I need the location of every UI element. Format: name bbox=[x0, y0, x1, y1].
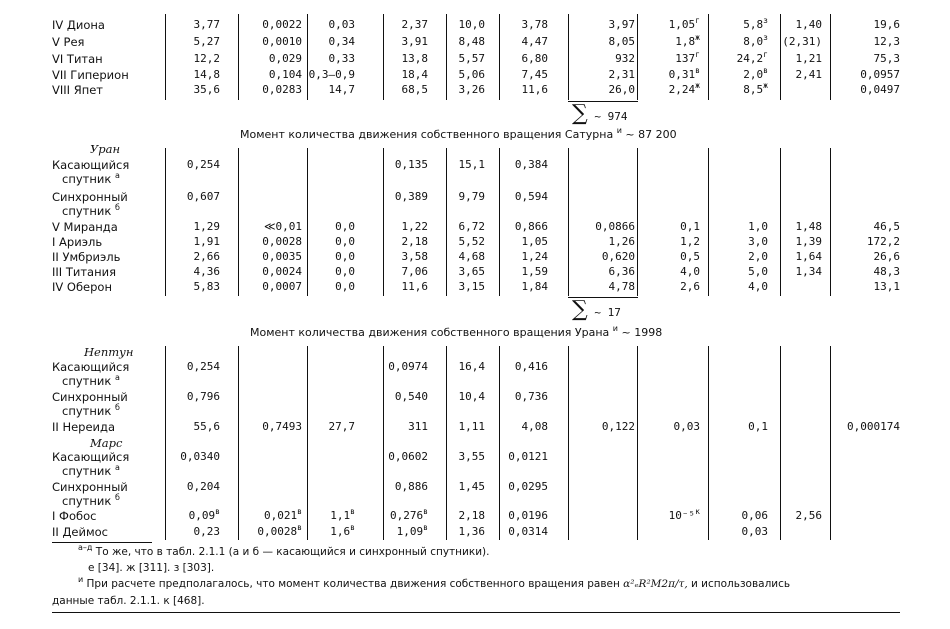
mars-row-2-cell: $1,1^в$ bbox=[330, 507, 355, 522]
neptune-row-2-cell: 55,6 bbox=[193, 420, 220, 433]
neptune-row-1-cell: 10,4 bbox=[458, 390, 485, 403]
superscript: в bbox=[350, 523, 355, 532]
neptune-row-2-cell: 27,7 bbox=[328, 420, 355, 433]
saturn-row-4-cell: $2,24^ж$ bbox=[668, 81, 700, 96]
mars-row-0-cell: 3,55 bbox=[458, 450, 485, 463]
saturn-row-3-cell: $0,31^в$ bbox=[668, 66, 700, 81]
uranus-row-2-cell: 1,29 bbox=[193, 220, 220, 233]
saturn-row-0-cell: 2,37 bbox=[401, 18, 428, 31]
superscript: в bbox=[763, 66, 768, 75]
uranus-row-4-cell: 4,68 bbox=[458, 250, 485, 263]
uranus-row-2-name: V Миранда bbox=[52, 220, 118, 234]
uranus-row-0-name: Касающийся bbox=[52, 158, 130, 172]
saturn-moment: Момент количества движения собственного вращения Сатурна $^и$ ~ 87 200 bbox=[240, 126, 677, 141]
superscript: г bbox=[695, 16, 700, 25]
mars-row-0-name: Касающийся bbox=[52, 450, 130, 464]
saturn-row-1-cell: 3,91 bbox=[401, 35, 428, 48]
column-rule bbox=[637, 14, 638, 100]
mars-row-0-cell: 0,0602 bbox=[388, 450, 428, 463]
uranus-row-6-cell: 3,15 bbox=[458, 280, 485, 293]
uranus-row-2-cell: 0,1 bbox=[680, 220, 700, 233]
mars-row-3-cell: 0,0314 bbox=[508, 525, 548, 538]
saturn-row-0-cell: $1,05^г$ bbox=[668, 16, 700, 31]
mars-row-2-cell: 0,0196 bbox=[508, 509, 548, 522]
mars-row-3-cell: $0,0028^в$ bbox=[257, 523, 302, 538]
column-rule bbox=[446, 148, 447, 296]
saturn-row-0-cell: 0,03 bbox=[328, 18, 355, 31]
saturn-row-1-cell: $8,0^з$ bbox=[743, 33, 768, 48]
saturn-row-2-cell: 13,8 bbox=[401, 52, 428, 65]
superscript: ж bbox=[763, 81, 768, 90]
uranus-row-1-name-line2: спутник $^б$ bbox=[62, 203, 120, 218]
neptune-row-2-cell: 0,1 bbox=[748, 420, 768, 433]
neptune-row-1-cell: 0,736 bbox=[514, 390, 548, 403]
column-rule bbox=[307, 148, 308, 296]
uranus-row-5-cell: 48,3 bbox=[873, 265, 900, 278]
mars-row-2-cell: 10⁻⁵$^к$ bbox=[668, 507, 700, 522]
neptune-row-0-cell: 16,4 bbox=[458, 360, 485, 373]
uranus-row-2-cell: 46,5 bbox=[873, 220, 900, 233]
mars-row-2-cell: 2,56 bbox=[795, 509, 822, 522]
saturn-row-3-cell: 0,0957 bbox=[860, 68, 900, 81]
saturn-row-4-cell: 0,0497 bbox=[860, 83, 900, 96]
neptune-row-2-name: II Нереида bbox=[52, 420, 116, 434]
saturn-row-0-cell: 3,77 bbox=[193, 18, 220, 31]
saturn-row-4-cell: 11,6 bbox=[521, 83, 548, 96]
column-rule bbox=[499, 148, 500, 296]
uranus-row-1-cell: 9,79 bbox=[458, 190, 485, 203]
mars-row-0-name-line2: спутник $^а$ bbox=[62, 463, 120, 478]
uranus-row-6-cell: 11,6 bbox=[401, 280, 428, 293]
column-rule bbox=[780, 14, 781, 100]
uranus-row-4-cell: 0,620 bbox=[601, 250, 635, 263]
column-rule bbox=[830, 346, 831, 540]
neptune-row-1-name: Синхронный bbox=[52, 390, 128, 404]
mars-row-3-cell: $1,6^в$ bbox=[330, 523, 355, 538]
saturn-row-1-cell: $1,8^ж$ bbox=[675, 33, 700, 48]
saturn-row-2-cell: 12,2 bbox=[193, 52, 220, 65]
saturn-row-3-name: VII Гиперион bbox=[52, 68, 129, 82]
uranus-row-5-cell: 0,0 bbox=[335, 265, 355, 278]
mars-row-3-name: II Деймос bbox=[52, 525, 109, 539]
uranus-row-0-cell: 0,384 bbox=[514, 158, 548, 171]
uranus-row-4-cell: 0,0035 bbox=[262, 250, 302, 263]
neptune-header: Нептун bbox=[84, 345, 134, 359]
footnote-3: $^и$ При расчете предполагалось, что момент количества движения собственного вращения равен α²ₑR²M2π/τ, и использовались bbox=[78, 575, 791, 590]
neptune-row-0-cell: 0,416 bbox=[514, 360, 548, 373]
uranus-row-6-cell: 4,78 bbox=[608, 280, 635, 293]
mars-row-1-cell: 0,0295 bbox=[508, 480, 548, 493]
uranus-row-4-cell: 0,5 bbox=[680, 250, 700, 263]
saturn-row-4-cell: 26,0 bbox=[608, 83, 635, 96]
saturn-sum bbox=[572, 103, 627, 125]
uranus-row-5-cell: 1,59 bbox=[521, 265, 548, 278]
mars-header: Марс bbox=[90, 436, 123, 450]
column-rule bbox=[568, 14, 569, 100]
superscript: б bbox=[114, 493, 120, 502]
superscript: а–д bbox=[78, 543, 93, 552]
neptune-row-2-cell: 0,7493 bbox=[262, 420, 302, 433]
uranus-row-6-name: IV Оберон bbox=[52, 280, 112, 294]
saturn-row-4-cell: 35,6 bbox=[193, 83, 220, 96]
superscript: з bbox=[763, 16, 768, 25]
mars-row-3-cell: 0,03 bbox=[741, 525, 768, 538]
superscript: и bbox=[612, 324, 618, 333]
uranus-row-6-cell: 0,0007 bbox=[262, 280, 302, 293]
uranus-row-3-cell: 1,05 bbox=[521, 235, 548, 248]
uranus-row-6-cell: 2,6 bbox=[680, 280, 700, 293]
saturn-row-4-cell: 0,0283 bbox=[262, 83, 302, 96]
superscript: а bbox=[114, 373, 120, 382]
uranus-row-2-cell: 1,22 bbox=[401, 220, 428, 233]
saturn-row-0-cell: 10,0 bbox=[458, 18, 485, 31]
uranus-row-5-cell: 0,0024 bbox=[262, 265, 302, 278]
column-rule bbox=[446, 346, 447, 540]
saturn-row-1-cell: 4,47 bbox=[521, 35, 548, 48]
footnote-4: данные табл. 2.1.1. к [468]. bbox=[52, 595, 205, 607]
uranus-row-3-cell: 1,26 bbox=[608, 235, 635, 248]
saturn-row-4-cell: $8,5^ж$ bbox=[743, 81, 768, 96]
column-rule bbox=[708, 14, 709, 100]
column-rule bbox=[499, 14, 500, 100]
uranus-row-2-cell: 6,72 bbox=[458, 220, 485, 233]
mars-row-2-name: I Фобос bbox=[52, 509, 97, 523]
superscript: и bbox=[616, 126, 622, 135]
uranus-row-1-cell: 0,594 bbox=[514, 190, 548, 203]
superscript: в bbox=[350, 507, 355, 516]
uranus-row-5-cell: 7,06 bbox=[401, 265, 428, 278]
uranus-row-1-cell: 0,607 bbox=[186, 190, 220, 203]
superscript: б bbox=[114, 203, 120, 212]
saturn-row-3-cell: $2,0^в$ bbox=[743, 66, 768, 81]
uranus-row-0-cell: 15,1 bbox=[458, 158, 485, 171]
saturn-row-1-cell: 5,27 bbox=[193, 35, 220, 48]
superscript: а bbox=[114, 171, 120, 180]
column-rule bbox=[165, 346, 166, 540]
superscript: з bbox=[763, 33, 768, 42]
mars-row-2-cell: $0,021^в$ bbox=[264, 507, 302, 522]
footnote-1: $^{а-д}$ То же, что в табл. 2.1.1 (а и б — касающийся и синхронный спутники). bbox=[78, 543, 490, 558]
uranus-row-1-name: Синхронный bbox=[52, 190, 128, 204]
uranus-row-6-cell: 13,1 bbox=[873, 280, 900, 293]
mars-row-0-cell: 0,0340 bbox=[180, 450, 220, 463]
column-rule bbox=[780, 346, 781, 540]
mars-row-0-cell: 0,0121 bbox=[508, 450, 548, 463]
uranus-row-3-cell: 3,0 bbox=[748, 235, 768, 248]
uranus-row-0-cell: 0,135 bbox=[394, 158, 428, 171]
saturn-row-3-cell: 18,4 bbox=[401, 68, 428, 81]
column-rule bbox=[238, 148, 239, 296]
saturn-row-0-name: IV Диона bbox=[52, 18, 105, 32]
superscript: ж bbox=[695, 33, 700, 42]
saturn-row-1-name: V Рея bbox=[52, 35, 85, 49]
neptune-row-0-name: Касающийся bbox=[52, 360, 130, 374]
saturn-row-3-cell: 2,31 bbox=[608, 68, 635, 81]
superscript: в bbox=[423, 507, 428, 516]
saturn-sum-value: ~ 974 bbox=[587, 110, 628, 123]
neptune-row-1-cell: 0,540 bbox=[394, 390, 428, 403]
neptune-row-2-cell: 0,000174 bbox=[847, 420, 900, 433]
saturn-row-4-cell: 68,5 bbox=[401, 83, 428, 96]
neptune-row-2-cell: 0,122 bbox=[601, 420, 635, 433]
mars-row-1-name-line2: спутник $^б$ bbox=[62, 493, 120, 508]
saturn-row-2-cell: 1,21 bbox=[795, 52, 822, 65]
saturn-row-3-cell: 2,41 bbox=[795, 68, 822, 81]
uranus-row-4-cell: 2,66 bbox=[193, 250, 220, 263]
neptune-row-2-cell: 4,08 bbox=[521, 420, 548, 433]
saturn-row-2-cell: 75,3 bbox=[873, 52, 900, 65]
uranus-row-5-cell: 3,65 bbox=[458, 265, 485, 278]
sigma-icon: ∑ bbox=[572, 297, 588, 322]
uranus-row-0-name-line2: спутник $^а$ bbox=[62, 171, 120, 186]
mars-row-2-cell: 0,06 bbox=[741, 509, 768, 522]
column-rule bbox=[830, 14, 831, 100]
uranus-row-4-cell: 1,64 bbox=[795, 250, 822, 263]
column-rule bbox=[165, 148, 166, 296]
saturn-row-1-cell: 0,0010 bbox=[262, 35, 302, 48]
neptune-row-2-cell: 1,11 bbox=[458, 420, 485, 433]
superscript: г bbox=[763, 50, 768, 59]
column-rule bbox=[165, 14, 166, 100]
uranus-moment: Момент количества движения собственного вращения Урана $^и$ ~ 1998 bbox=[250, 324, 663, 339]
superscript: в bbox=[695, 66, 700, 75]
uranus-row-2-cell: 0,866 bbox=[514, 220, 548, 233]
neptune-row-2-cell: 311 bbox=[408, 420, 428, 433]
mars-row-2-cell: $0,276^в$ bbox=[390, 507, 428, 522]
saturn-row-0-cell: 1,40 bbox=[795, 18, 822, 31]
neptune-row-1-name-line2: спутник $^б$ bbox=[62, 403, 120, 418]
saturn-row-3-cell: 0,104 bbox=[268, 68, 302, 81]
uranus-row-4-name: II Умбриэль bbox=[52, 250, 121, 264]
footnote-2: е [34]. ж [311]. з [303]. bbox=[88, 562, 215, 574]
uranus-row-4-cell: 26,6 bbox=[873, 250, 900, 263]
saturn-row-1-cell: 12,3 bbox=[873, 35, 900, 48]
column-rule bbox=[637, 346, 638, 540]
mars-row-3-cell: 0,23 bbox=[193, 525, 220, 538]
superscript: б bbox=[114, 403, 120, 412]
saturn-row-0-cell: 3,78 bbox=[521, 18, 548, 31]
saturn-row-2-cell: 932 bbox=[615, 52, 635, 65]
mars-row-2-cell: 2,18 bbox=[458, 509, 485, 522]
uranus-row-2-cell: ≪0,01 bbox=[263, 220, 302, 233]
uranus-header: Уран bbox=[90, 142, 121, 156]
sigma-icon: ∑ bbox=[572, 101, 588, 126]
saturn-row-3-cell: 14,8 bbox=[193, 68, 220, 81]
saturn-row-2-cell: 0,33 bbox=[328, 52, 355, 65]
column-rule bbox=[708, 148, 709, 296]
superscript: в bbox=[297, 523, 302, 532]
formula: α²ₑR²M2π/τ, bbox=[623, 578, 688, 590]
saturn-row-2-cell: 6,80 bbox=[521, 52, 548, 65]
column-rule bbox=[238, 346, 239, 540]
saturn-row-2-cell: $24,2^г$ bbox=[736, 50, 768, 65]
mars-row-3-cell: 1,36 bbox=[458, 525, 485, 538]
uranus-row-3-cell: 1,2 bbox=[680, 235, 700, 248]
neptune-row-0-cell: 0,254 bbox=[186, 360, 220, 373]
uranus-row-2-cell: 1,0 bbox=[748, 220, 768, 233]
superscript: и bbox=[78, 575, 84, 584]
saturn-row-2-cell: $137^г$ bbox=[675, 50, 700, 65]
superscript: к bbox=[695, 507, 700, 516]
uranus-row-3-cell: 5,52 bbox=[458, 235, 485, 248]
uranus-row-2-cell: 0,0 bbox=[335, 220, 355, 233]
uranus-row-3-cell: 2,18 bbox=[401, 235, 428, 248]
uranus-row-5-cell: 4,0 bbox=[680, 265, 700, 278]
column-rule bbox=[780, 148, 781, 296]
column-rule bbox=[499, 346, 500, 540]
uranus-row-3-name: I Ариэль bbox=[52, 235, 103, 249]
superscript: в bbox=[215, 507, 220, 516]
saturn-row-3-cell: 7,45 bbox=[521, 68, 548, 81]
saturn-row-2-cell: 5,57 bbox=[458, 52, 485, 65]
neptune-row-1-cell: 0,796 bbox=[186, 390, 220, 403]
mars-row-1-cell: 0,886 bbox=[394, 480, 428, 493]
mars-row-1-name: Синхронный bbox=[52, 480, 128, 494]
uranus-row-6-cell: 1,84 bbox=[521, 280, 548, 293]
column-rule bbox=[708, 346, 709, 540]
mars-row-1-cell: 1,45 bbox=[458, 480, 485, 493]
uranus-row-0-cell: 0,254 bbox=[186, 158, 220, 171]
uranus-row-5-cell: 5,0 bbox=[748, 265, 768, 278]
column-rule bbox=[383, 14, 384, 100]
column-rule bbox=[383, 346, 384, 540]
column-rule bbox=[307, 14, 308, 100]
bottom-rule bbox=[52, 612, 900, 613]
uranus-row-2-cell: 1,48 bbox=[795, 220, 822, 233]
uranus-row-6-cell: 5,83 bbox=[193, 280, 220, 293]
column-rule bbox=[307, 346, 308, 540]
saturn-row-0-cell: $5,8^з$ bbox=[743, 16, 768, 31]
uranus-row-5-name: III Титания bbox=[52, 265, 116, 279]
superscript: ж bbox=[695, 81, 700, 90]
superscript: в bbox=[423, 523, 428, 532]
uranus-sum bbox=[572, 299, 621, 321]
neptune-row-0-name-line2: спутник $^а$ bbox=[62, 373, 120, 388]
uranus-row-3-cell: 0,0028 bbox=[262, 235, 302, 248]
uranus-row-3-cell: 0,0 bbox=[335, 235, 355, 248]
column-rule bbox=[568, 346, 569, 540]
column-rule bbox=[637, 148, 638, 296]
saturn-row-2-cell: 0,029 bbox=[268, 52, 302, 65]
uranus-row-3-cell: 1,91 bbox=[193, 235, 220, 248]
uranus-row-5-cell: 6,36 bbox=[608, 265, 635, 278]
saturn-row-1-cell: 8,05 bbox=[608, 35, 635, 48]
mars-row-3-cell: $1,09^в$ bbox=[396, 523, 428, 538]
saturn-row-0-cell: 0,0022 bbox=[262, 18, 302, 31]
column-rule bbox=[568, 148, 569, 296]
neptune-row-2-cell: 0,03 bbox=[673, 420, 700, 433]
uranus-row-6-cell: 4,0 bbox=[748, 280, 768, 293]
saturn-row-0-cell: 19,6 bbox=[873, 18, 900, 31]
column-rule bbox=[238, 14, 239, 100]
saturn-row-4-cell: 14,7 bbox=[328, 83, 355, 96]
superscript: а bbox=[114, 463, 120, 472]
uranus-row-4-cell: 3,58 bbox=[401, 250, 428, 263]
uranus-row-3-cell: 172,2 bbox=[866, 235, 900, 248]
mars-row-1-cell: 0,204 bbox=[186, 480, 220, 493]
uranus-row-2-cell: 0,0866 bbox=[595, 220, 635, 233]
saturn-row-4-name: VIII Япет bbox=[52, 83, 103, 97]
column-rule bbox=[830, 148, 831, 296]
saturn-row-1-cell: 0,34 bbox=[328, 35, 355, 48]
neptune-row-0-cell: 0,0974 bbox=[388, 360, 428, 373]
column-rule bbox=[383, 148, 384, 296]
uranus-row-5-cell: 4,36 bbox=[193, 265, 220, 278]
column-rule bbox=[446, 14, 447, 100]
saturn-row-3-cell: 5,06 bbox=[458, 68, 485, 81]
saturn-row-4-cell: 3,26 bbox=[458, 83, 485, 96]
footnote-k-ref: к [468]. bbox=[163, 595, 205, 607]
saturn-row-2-name: VI Титан bbox=[52, 52, 103, 66]
uranus-row-4-cell: 2,0 bbox=[748, 250, 768, 263]
saturn-row-1-cell: (2,31) bbox=[782, 35, 822, 48]
saturn-row-0-cell: 3,97 bbox=[608, 18, 635, 31]
uranus-row-4-cell: 1,24 bbox=[521, 250, 548, 263]
superscript: г bbox=[695, 50, 700, 59]
footnote-rule bbox=[52, 542, 152, 543]
superscript: в bbox=[297, 507, 302, 516]
uranus-row-6-cell: 0,0 bbox=[335, 280, 355, 293]
saturn-row-1-cell: 8,48 bbox=[458, 35, 485, 48]
uranus-sum-value: ~ 17 bbox=[587, 306, 621, 319]
saturn-row-3-cell: 0,3–0,9 bbox=[308, 68, 355, 81]
uranus-row-1-cell: 0,389 bbox=[394, 190, 428, 203]
uranus-row-5-cell: 1,34 bbox=[795, 265, 822, 278]
uranus-row-3-cell: 1,39 bbox=[795, 235, 822, 248]
uranus-row-4-cell: 0,0 bbox=[335, 250, 355, 263]
mars-row-2-cell: $0,09^в$ bbox=[188, 507, 220, 522]
